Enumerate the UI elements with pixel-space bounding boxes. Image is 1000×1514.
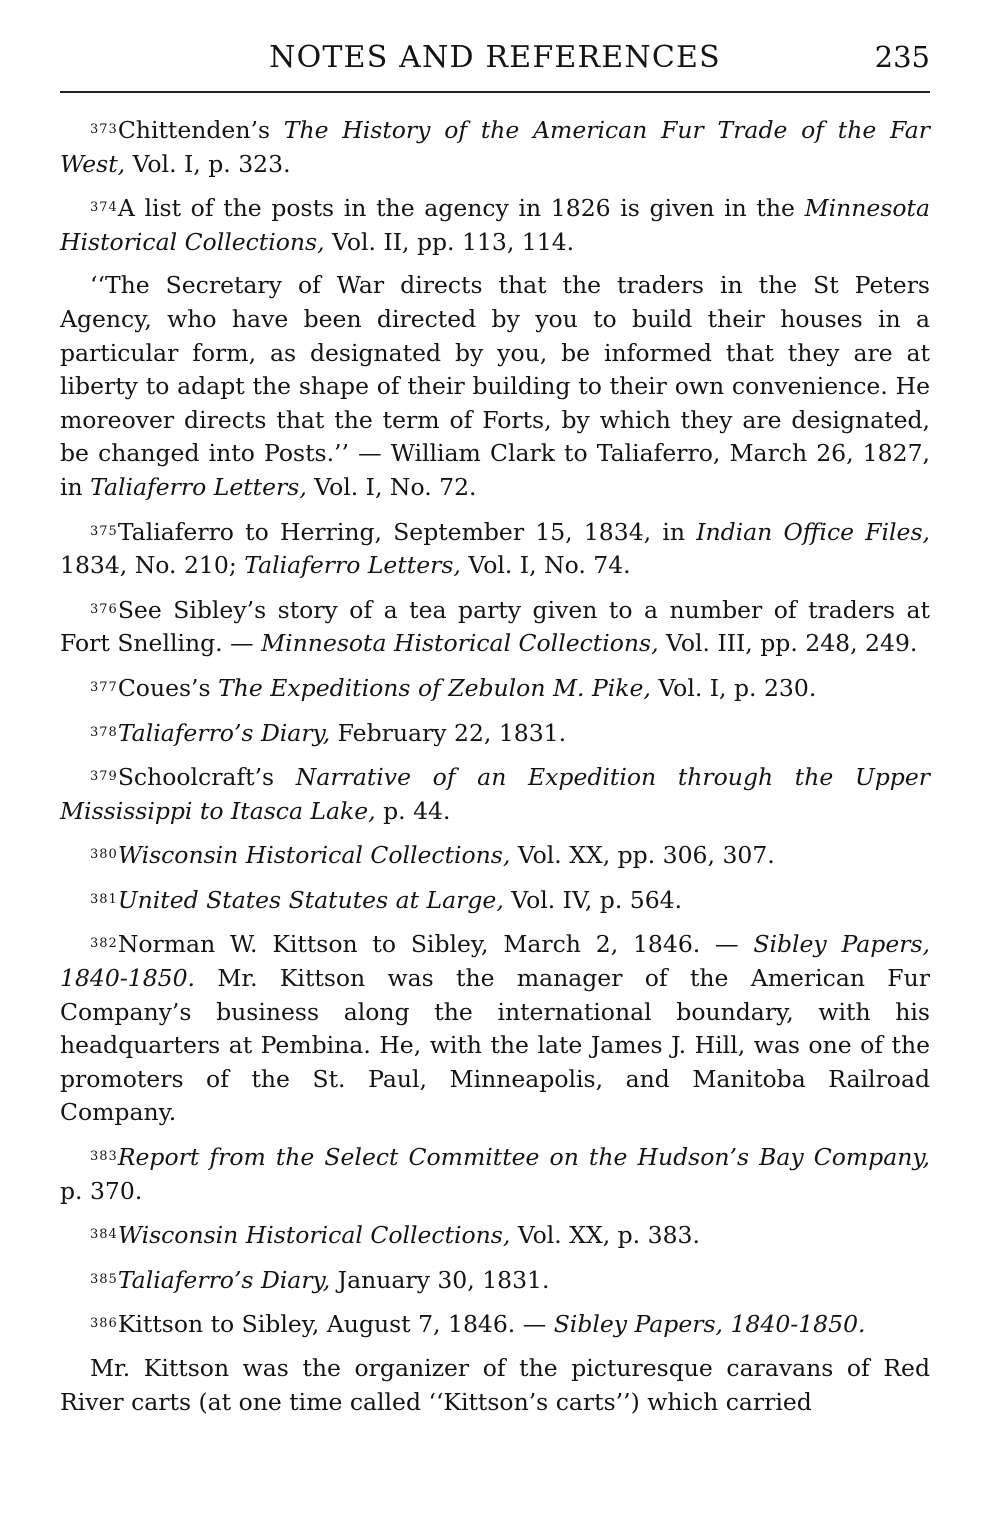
footnote-number: 382 <box>90 936 118 952</box>
italic-text: Sibley Papers, 1840-1850. <box>60 930 930 993</box>
italic-text: Wisconsin Historical Collections, <box>117 1221 511 1250</box>
page-number: 235 <box>874 40 930 74</box>
note-text: p. 370. <box>60 1176 143 1205</box>
note-text: Vol. IV, p. 564. <box>503 885 683 914</box>
footnote-380 <box>60 838 930 873</box>
italic-text: Taliaferro’s Diary, <box>117 718 331 747</box>
footnote-386 <box>60 1307 930 1342</box>
note-text: p. 44. <box>375 796 451 825</box>
italic-text: Indian Office Files, <box>696 517 930 546</box>
note-text: Vol. XX, pp. 306, 307. <box>510 841 775 870</box>
header-rule <box>60 91 930 93</box>
footnote-384 <box>60 1218 930 1253</box>
footnote-377 <box>60 671 930 706</box>
italic-text: The Expeditions of Zebulon M. Pike, <box>218 673 651 702</box>
footnote-number: 375 <box>90 523 118 539</box>
italic-text: United States Statutes at Large, <box>117 885 504 914</box>
italic-text: Minnesota Historical Collections, <box>60 194 930 256</box>
note-text: Vol. I, p. 230. <box>650 673 817 702</box>
footnote-376 <box>60 593 930 661</box>
running-header <box>60 36 930 88</box>
footnote-number: 374 <box>90 200 118 216</box>
footnote-374 <box>60 191 930 259</box>
italic-text: The History of the American Fur Trade of the Far West, <box>60 116 930 178</box>
note-text: Kittson to Sibley, August 7, 1846. — <box>117 1310 554 1339</box>
note-text: Mr. Kittson was the manager of the American Fur Company’s business along the international boundary, with his headquarters at Pembina. He, with the late James J. Hill, was one of the promoters of the St. Paul, Minneapolis, and Manitoba Railroad Company. <box>60 964 930 1127</box>
note-text: See Sibley’s story of a tea party given to a number of traders at Fort Snelling. — <box>60 595 930 658</box>
italic-text: Taliaferro Letters, <box>90 472 307 501</box>
note-text: Vol. I, No. 74. <box>460 551 631 580</box>
footnote-number: 373 <box>90 122 118 137</box>
note-text: January 30, 1831. <box>330 1265 550 1294</box>
footnote-number: 381 <box>90 891 118 907</box>
footnote-385 <box>60 1263 930 1298</box>
footnote-381 <box>60 883 930 918</box>
note-text: Norman W. Kittson to Sibley, March 2, 1846. — <box>117 930 754 959</box>
footnote-386-continuation <box>60 1352 930 1419</box>
footnote-383 <box>60 1140 930 1208</box>
italic-text: Taliaferro’s Diary, <box>117 1265 331 1294</box>
note-text: Vol. III, pp. 248, 249. <box>658 629 918 658</box>
italic-text: Taliaferro Letters, <box>244 551 461 580</box>
footnote-number: 376 <box>90 601 118 617</box>
footnote-number: 386 <box>90 1316 118 1332</box>
italic-text: Wisconsin Historical Collections, <box>117 841 511 870</box>
italic-text: Narrative of an Expedition through the Upper Mississippi to Itasca Lake, <box>60 763 930 825</box>
footnote-375 <box>60 515 930 583</box>
note-text: Schoolcraft’s <box>117 763 296 792</box>
running-title: NOTES AND REFERENCES <box>269 40 721 75</box>
note-text: Taliaferro to Herring, September 15, 1834, in <box>117 517 697 546</box>
footnote-number: 384 <box>90 1227 118 1243</box>
footnote-378 <box>60 716 930 751</box>
note-text: Vol. II, pp. 113, 114. <box>324 227 575 256</box>
note-text: Vol. I, No. 72. <box>306 472 477 501</box>
footnote-382 <box>60 927 930 1130</box>
footnote-number: 379 <box>90 769 118 785</box>
italic-text: Sibley Papers, 1840-1850. <box>553 1310 866 1339</box>
footnote-number: 377 <box>90 679 118 695</box>
footnote-number: 383 <box>90 1149 118 1165</box>
note-text: ‘‘The Secretary of War directs that the traders in the St Peters Agency, who have been directed by you to build their houses in a particular form, as designated by you, be informed that they are at liberty to adapt the shape of their building to their own convenience. He moreover directs that the term of Forts, by which they are designated, be changed into Posts.’’ — William Clark to Taliaferro, March 26, 1827, in <box>60 271 930 501</box>
footnote-number: 385 <box>90 1271 118 1287</box>
note-text: Coues’s <box>117 673 219 702</box>
notes-list <box>60 113 930 1429</box>
note-text: February 22, 1831. <box>330 718 567 747</box>
footnote-374-continuation <box>60 269 930 504</box>
italic-text: Minnesota Historical Collections, <box>261 629 659 658</box>
note-text: A list of the posts in the agency in 1826 is given in the <box>117 194 805 223</box>
note-text: Vol. XX, p. 383. <box>510 1221 700 1250</box>
note-text: Mr. Kittson was the organizer of the picturesque caravans of Red River carts (at one time called ‘‘Kittson’s carts’’) which carried <box>60 1354 930 1416</box>
footnote-number: 380 <box>90 847 118 863</box>
note-text: Chittenden’s <box>117 116 284 144</box>
italic-text: Report from the Select Committee on the Hudson’s Bay Company, <box>117 1143 930 1172</box>
footnote-373 <box>60 113 930 181</box>
footnote-379 <box>60 760 930 828</box>
note-text: Vol. I, p. 323. <box>125 149 291 178</box>
footnote-number: 378 <box>90 724 118 740</box>
note-text: 1834, No. 210; <box>60 551 245 580</box>
